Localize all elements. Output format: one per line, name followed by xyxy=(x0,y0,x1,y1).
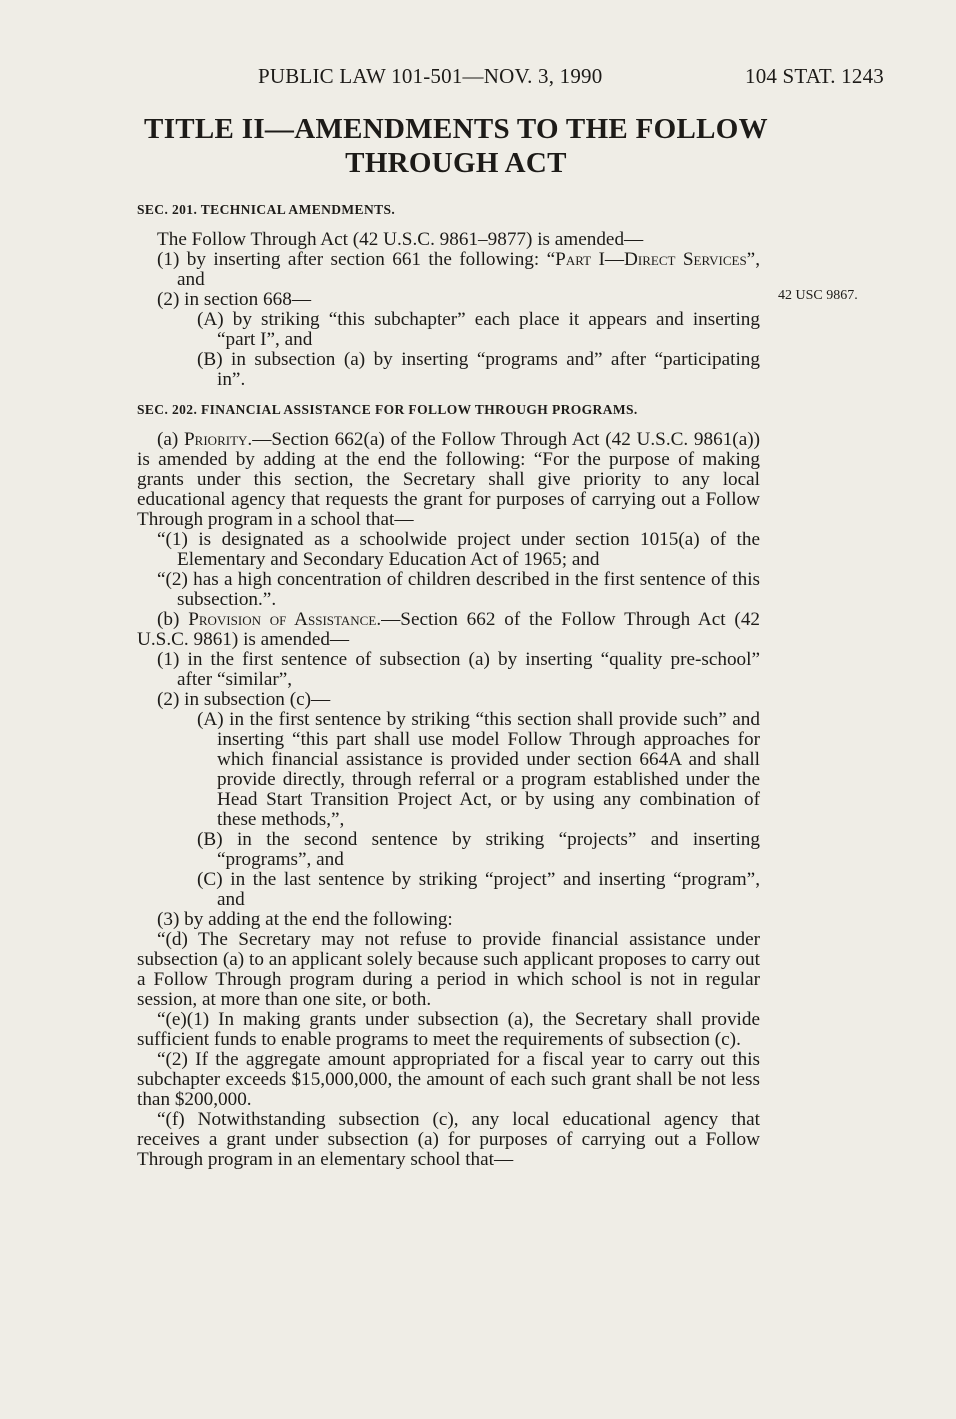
section-202-new-f: “(f) Notwithstanding subsection (c), any local educational agency that receives a grant under subsection (a) for purposes of carrying out a Follow Through program in an elementary school that— xyxy=(137,1109,760,1170)
subsec-a-heading: Priority xyxy=(184,429,248,450)
margin-citation: 42 USC 9867. xyxy=(778,288,858,303)
section-202-subsec-b xyxy=(137,610,760,650)
subsec-a-label: (a) xyxy=(157,429,185,450)
section-201-heading: SEC. 201. TECHNICAL AMENDMENTS. xyxy=(137,202,396,217)
section-202-new-e1: “(e)(1) In making grants under subsection (a), the Secretary shall provide sufficient funds to enable programs to meet the requirements of subsection (c). xyxy=(137,1009,760,1050)
section-202-a-2: “(2) has a high concentration of children described in the first sentence of this subsection.”. xyxy=(157,569,760,610)
section-202-b-2: (2) in subsection (c)— xyxy=(157,689,331,710)
section-202-new-e2: “(2) If the aggregate amount appropriated for a fiscal year to carry out this subchapter exceeds $15,000,000, the amount of each such grant shall be not less than $200,000. xyxy=(137,1049,760,1110)
section-202-b-3: (3) by adding at the end the following: xyxy=(157,909,453,930)
body-text xyxy=(137,200,760,1170)
subsec-b-text: .—Section 662 of the Follow Through Act (42 U.S.C. 9861) is amended— xyxy=(137,609,761,650)
section-201-para-1 xyxy=(137,250,760,290)
subsec-a-text: .—Section 662(a) of the Follow Through Act (42 U.S.C. 9861(a)) is amended by adding at the end the following: “For the purpose of making grants under this section, the Secretary shall give priority to any local educational agency that requests the grant for purposes of carrying out a Follow Through program in a school that— xyxy=(137,429,760,530)
section-202-a-1: “(1) is designated as a schoolwide project under section 1015(a) of the Elementary and Secondary Education Act of 1965; and xyxy=(157,529,760,570)
running-header-law: PUBLIC LAW 101-501—NOV. 3, 1990 xyxy=(258,64,603,88)
subsec-b-label: (b) xyxy=(157,609,189,630)
section-202-heading: SEC. 202. FINANCIAL ASSISTANCE FOR FOLLOW THROUGH PROGRAMS. xyxy=(137,402,638,417)
subsec-b-heading: Provision of Assistance xyxy=(188,609,377,630)
section-202-b-A: (A) in the first sentence by striking “this section shall provide such” and inserting “this part shall use model Follow Through approaches for which financial assistance is provided under section 664A and shall provide directly, through referral or a program established under the Head Start Transition Project Act, or by using any combination of these methods,”, xyxy=(197,709,760,830)
section-202-b-B: (B) in the second sentence by striking “projects” and inserting “programs”, and xyxy=(197,829,760,870)
title-line-2: THROUGH ACT xyxy=(345,147,567,179)
para-1-text: (1) by inserting after section 661 the following: “ xyxy=(157,249,556,270)
para-1-tail: ”, and xyxy=(177,249,760,290)
section-201-para-2: (2) in section 668— xyxy=(157,289,312,310)
section-202-subsec-a xyxy=(137,430,760,530)
running-header-stat: 104 STAT. 1243 xyxy=(745,64,884,88)
part-heading-smallcaps: Part I—Direct Services xyxy=(555,249,747,270)
page-title xyxy=(136,112,776,180)
section-202-b-1: (1) in the first sentence of subsection (a) by inserting “quality pre-school” after “similar”, xyxy=(157,649,760,690)
section-202-new-d: “(d) The Secretary may not refuse to provide financial assistance under subsection (a) to an applicant solely because such applicant proposes to carry out a Follow Through program during a period in which school is not in regular session, at more than one site, or both. xyxy=(137,929,760,1010)
section-202-b-C: (C) in the last sentence by striking “project” and inserting “program”, and xyxy=(197,869,760,910)
section-201-intro: The Follow Through Act (42 U.S.C. 9861–9877) is amended— xyxy=(157,229,644,250)
section-201-para-A: (A) by striking “this subchapter” each place it appears and inserting “part I”, and xyxy=(197,309,760,350)
section-201-para-B: (B) in subsection (a) by inserting “programs and” after “participating in”. xyxy=(197,349,760,390)
title-line-1: TITLE II—AMENDMENTS TO THE FOLLOW xyxy=(144,113,768,145)
